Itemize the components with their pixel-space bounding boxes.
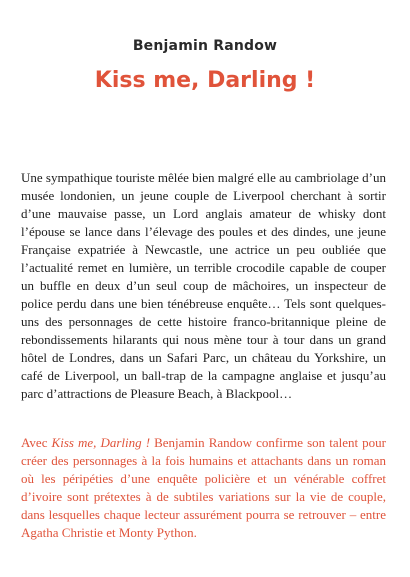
endorsement-lead: Avec (21, 435, 52, 450)
endorsement-text: Benjamin Randow confirme son talent pour créer des personnages à la fois humains et attachants dans un roman où les péripéties d’une enquête policière et un vénérable coffret d’ivoire sont prétextes à de subtiles variations sur la vie de couple, dans lesquelles chaque lecteur assurément pourra se retrouver – entre Agatha Christie et Monty Python. (21, 435, 387, 540)
endorsement-title-italic: Kiss me, Darling ! (51, 435, 151, 450)
book-title: Kiss me, Darling ! (94, 68, 316, 93)
blurb-paragraph: Une sympathique touriste mêlée bien malgré elle au cambriolage d’un musée londonien, un jeune couple de Liverpool cherchant à sortir d’une mauvaise passe, un Lord anglais amateur de whisky dont l’épouse se lance dans l’élevage des poules et des dindes, une jeune Française expatriée à Newcastle, une actrice un peu oubliée que l’actualité remet en lumière, un terrible crocodile capable de couper un buffle en deux d’un seul coup de mâchoires, un inspecteur de police perdu dans une bien ténébreuse enquête… Tels sont quelques-uns des personnages de cette histoire franco-britannique pleine de rebondissements hilarants qui nous mène tour à tour dans un grand hôtel de Londres, dans un Safari Parc, un château du Yorkshire, un café de Liverpool, un ball-trap de la campagne anglaise et jusqu’au parc d’attractions de Pleasure Beach, à Blackpool… (21, 170, 386, 401)
author-name: Benjamin Randow (132, 38, 278, 54)
endorsement-paragraph (21, 434, 386, 542)
